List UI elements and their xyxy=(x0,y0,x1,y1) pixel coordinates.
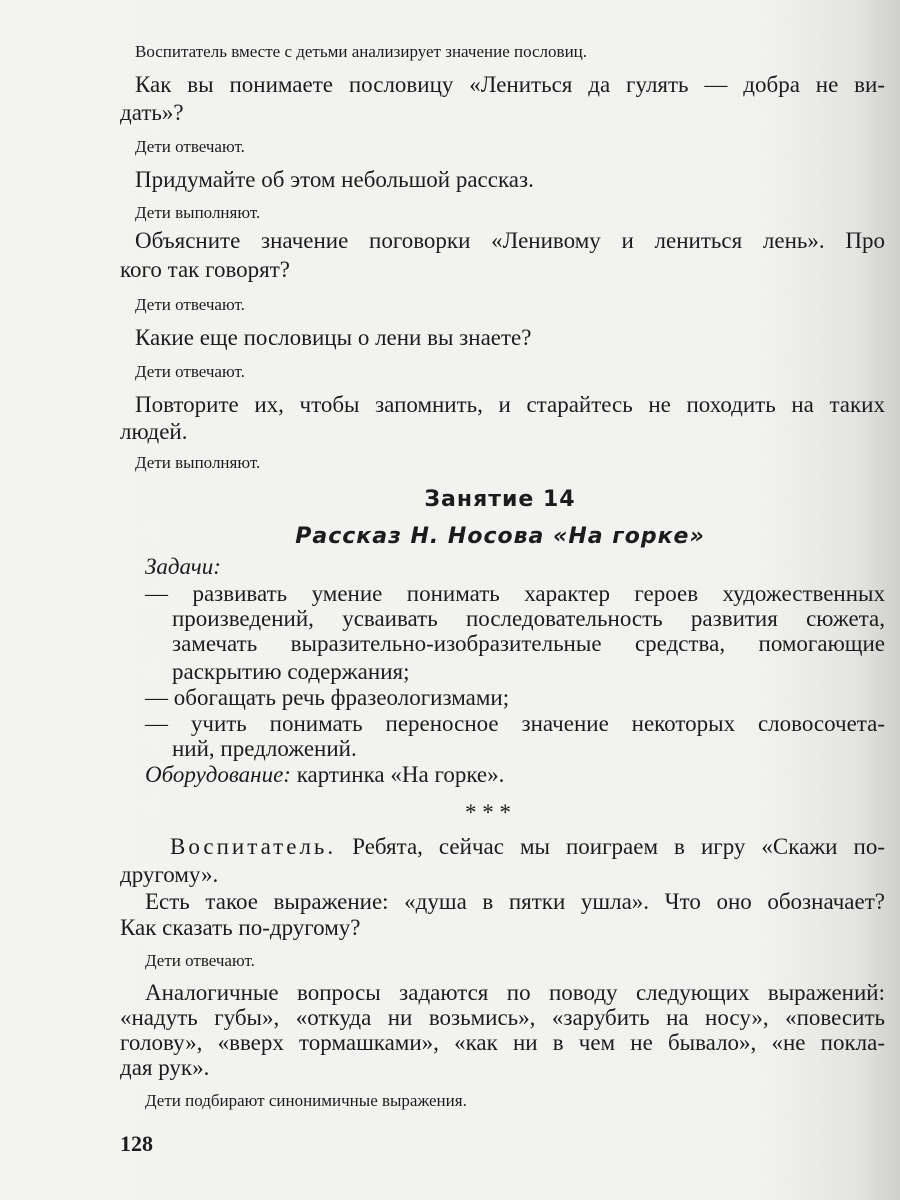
task-line: ний, предложений. xyxy=(172,736,357,761)
equipment-value: картинка «На горке». xyxy=(290,762,505,787)
paragraph-line xyxy=(170,835,885,859)
paragraph-line: голову», «вверх тормашками», «как ни в чем не бывало», «не покла- xyxy=(120,1030,885,1055)
lesson-subtitle: Рассказ Н. Носова «На горке» xyxy=(295,524,705,549)
stage-direction: Дети отвечают. xyxy=(135,137,245,156)
section-separator: * * * xyxy=(465,800,511,825)
paragraph-line: другому». xyxy=(120,862,219,887)
page-number: 128 xyxy=(120,1131,153,1156)
paragraph-line: Как сказать по-другому? xyxy=(120,915,361,940)
paragraph-line: Как вы понимаете пословицу «Лениться да гулять — добра не ви- xyxy=(135,72,885,97)
speech-text: Ребята, сейчас мы поиграем в игру «Скажи по- xyxy=(336,834,885,859)
stage-direction: Воспитатель вместе с детьми анализирует значение пословиц. xyxy=(135,42,588,61)
paragraph-line: людей. xyxy=(120,419,188,444)
paragraph-line: Объясните значение поговорки «Ленивому и лениться лень». Про xyxy=(135,228,885,253)
stage-direction: Дети выполняют. xyxy=(135,203,261,222)
stage-direction: Дети подбирают синонимичные выражения. xyxy=(145,1091,467,1110)
paragraph-line: Какие еще пословицы о лени вы знаете? xyxy=(135,325,532,350)
paragraph-line: Придумайте об этом небольшой рассказ. xyxy=(135,167,534,192)
paragraph-line: «надуть губы», «откуда ни возьмись», «зарубить на носу», «повесить xyxy=(120,1005,885,1030)
lesson-title: Занятие 14 xyxy=(424,487,576,512)
speaker-label: Воспитатель. xyxy=(170,834,337,859)
paragraph-line: Аналогичные вопросы задаются по поводу следующих выражений: xyxy=(145,980,885,1005)
task-line: — обогащать речь фразеологизмами; xyxy=(145,685,510,710)
stage-direction: Дети отвечают. xyxy=(135,362,245,381)
stage-direction: Дети выполняют. xyxy=(135,453,261,472)
task-line: произведений, усваивать последовательность развития сюжета, xyxy=(172,606,885,631)
paragraph-line: Есть такое выражение: «душа в пятки ушла». Что оно обозначает? xyxy=(145,889,885,914)
task-line: замечать выразительно-изобразительные средства, помогающие xyxy=(172,631,885,656)
stage-direction: Дети отвечают. xyxy=(145,951,255,970)
task-line: — развивать умение понимать характер героев художественных xyxy=(145,581,885,606)
task-line: раскрытию содержания; xyxy=(172,659,410,684)
paragraph-line: дая рук». xyxy=(120,1055,210,1080)
stage-direction: Дети отвечают. xyxy=(135,295,245,314)
paragraph-line: кого так говорят? xyxy=(120,257,290,282)
equipment-line xyxy=(145,763,504,787)
paragraph-line: дать»? xyxy=(120,100,184,125)
task-line: — учить понимать переносное значение некоторых словосочета- xyxy=(145,711,885,736)
equipment-label: Оборудование: xyxy=(145,762,291,787)
tasks-label: Задачи: xyxy=(145,554,221,579)
paragraph-line: Повторите их, чтобы запомнить, и старайтесь не походить на таких xyxy=(135,392,885,417)
